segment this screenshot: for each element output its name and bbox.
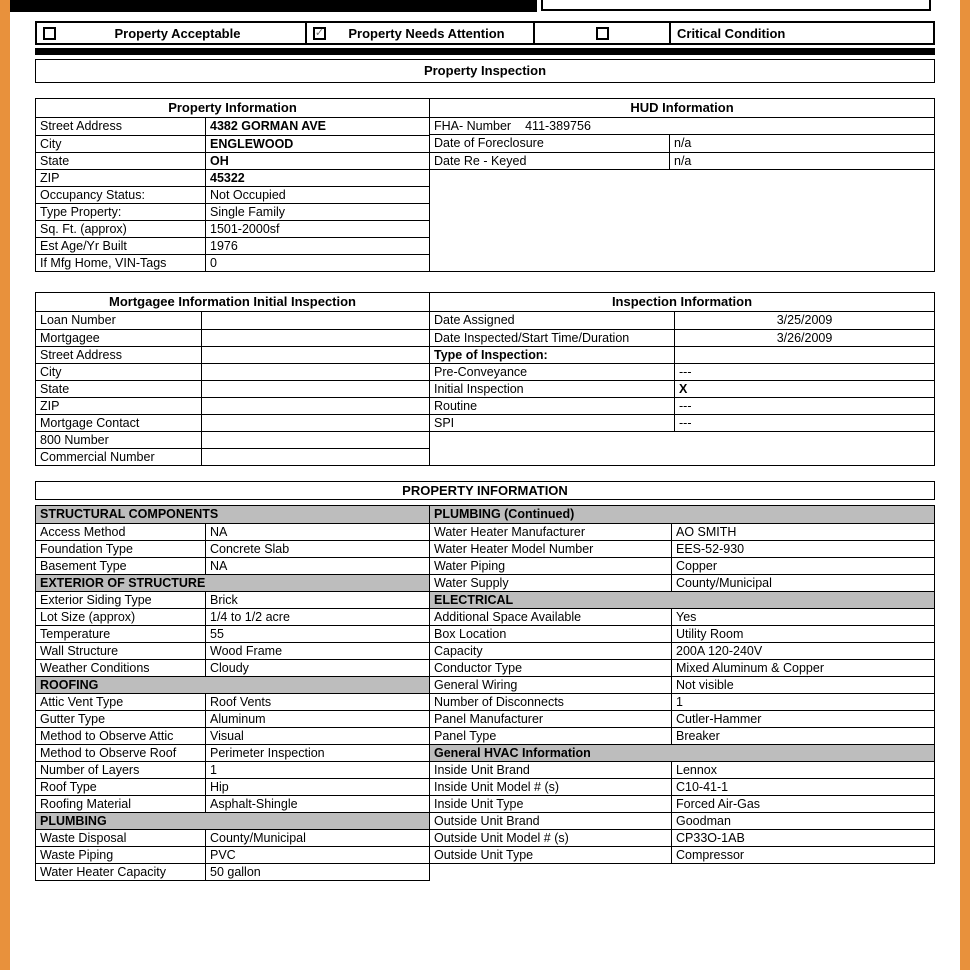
row-label: Water Heater Model Number (430, 541, 672, 557)
row-value: Compressor (676, 848, 745, 862)
table-row-basement-type (36, 557, 429, 574)
row-label: State (36, 153, 206, 169)
fha-number-row (430, 117, 934, 134)
row-label: Roof Type (36, 779, 206, 795)
table-row-outside-unit-type (430, 846, 934, 863)
table-row-lot-size-approx (36, 608, 429, 625)
table-row-type-property (36, 203, 429, 220)
row-label: Water Heater Manufacturer (430, 524, 672, 540)
table-row-box-location (430, 625, 934, 642)
row-value: NA (210, 559, 228, 573)
row-value: C10-41-1 (676, 780, 729, 794)
row-label: Water Heater Capacity (36, 864, 206, 880)
row-value: 1501-2000sf (210, 222, 280, 236)
status-option-critical-condition-checkbox-cell (535, 23, 671, 43)
table-row-inside-unit-brand (430, 761, 934, 778)
row-label: Pre-Conveyance (430, 364, 675, 380)
row-label: Panel Manufacturer (430, 711, 672, 727)
table-row-state (36, 380, 429, 397)
fha-number-value: 411-389756 (525, 119, 591, 133)
row-value: NA (210, 525, 228, 539)
row-value: 3/26/2009 (776, 331, 833, 345)
section-header-exterior-of-structure: EXTERIOR OF STRUCTURE (36, 574, 429, 591)
row-value: Cutler-Hammer (676, 712, 762, 726)
row-label: Date Assigned (430, 312, 675, 329)
section-header-general-hvac-information: General HVAC Information (430, 744, 934, 761)
table-row-spi (430, 414, 934, 431)
table-row-state (36, 152, 429, 169)
row-label: Routine (430, 398, 675, 414)
row-label: Method to Observe Attic (36, 728, 206, 744)
table-row-number-of-disconnects (430, 693, 934, 710)
table-row-water-supply (430, 574, 934, 591)
checkbox-critical-condition[interactable] (596, 27, 609, 40)
row-value: Forced Air-Gas (676, 797, 761, 811)
row-value: Copper (676, 559, 717, 573)
table-row-capacity (430, 642, 934, 659)
row-value: County/Municipal (210, 831, 306, 845)
table-row-exterior-siding-type (36, 591, 429, 608)
row-value: X (679, 382, 688, 396)
table-row-mortgagee (36, 329, 429, 346)
row-label: Conductor Type (430, 660, 672, 676)
details-left-column (35, 505, 430, 881)
mortgagee-info-rows (36, 311, 429, 465)
row-value: Utility Room (676, 627, 744, 641)
row-label: Waste Disposal (36, 830, 206, 846)
section-header-electrical: ELECTRICAL (430, 591, 934, 608)
row-label: If Mfg Home, VIN-Tags (36, 255, 206, 271)
left-accent-border (0, 0, 10, 970)
row-label: Number of Layers (36, 762, 206, 778)
table-row-foundation-type (36, 540, 429, 557)
row-value: 0 (210, 256, 217, 270)
table-row-loan-number (36, 312, 429, 329)
table-row-roof-type (36, 778, 429, 795)
row-label: State (36, 381, 202, 397)
row-label: ZIP (36, 398, 202, 414)
table-row-est-age-yr-built (36, 237, 429, 254)
table-row-water-heater-model-number (430, 540, 934, 557)
table-row-panel-manufacturer (430, 710, 934, 727)
row-label: Additional Space Available (430, 609, 672, 625)
row-label: Wall Structure (36, 643, 206, 659)
row-value: Visual (210, 729, 244, 743)
fha-number-cell (430, 118, 934, 134)
row-value: 1 (210, 763, 217, 777)
row-value: AO SMITH (676, 525, 737, 539)
table-row-temperature (36, 625, 429, 642)
table-row-zip (36, 169, 429, 186)
details-right-rows (430, 506, 934, 863)
table-row-if-mfg-home-vin-tags (36, 254, 429, 271)
inspection-form (35, 0, 935, 881)
status-option-critical-condition-label-cell (671, 23, 933, 43)
row-label: Outside Unit Type (430, 847, 672, 863)
inspection-info-column (430, 292, 935, 466)
row-label: Commercial Number (36, 449, 202, 465)
table-row-pre-conveyance (430, 363, 934, 380)
row-value (202, 432, 429, 448)
table-row-mortgage-contact (36, 414, 429, 431)
row-label: Gutter Type (36, 711, 206, 727)
row-value (202, 347, 429, 363)
hud-info-column (430, 98, 935, 272)
table-row-inside-unit-model-s (430, 778, 934, 795)
property-hud-section (35, 98, 935, 272)
row-value: 1 (676, 695, 683, 709)
row-label: Initial Inspection (430, 381, 675, 397)
row-value: 45322 (210, 171, 245, 185)
row-label: Est Age/Yr Built (36, 238, 206, 254)
row-label: Temperature (36, 626, 206, 642)
row-value (202, 381, 429, 397)
table-row-water-heater-capacity (36, 863, 429, 880)
row-label: Street Address (36, 347, 202, 363)
table-row-waste-piping (36, 846, 429, 863)
property-info-rows (36, 117, 429, 271)
row-label: Type Property: (36, 204, 206, 220)
table-row-800-number (36, 431, 429, 448)
row-value: --- (679, 365, 692, 379)
table-row-method-to-observe-roof (36, 744, 429, 761)
row-label: Roofing Material (36, 796, 206, 812)
table-row-zip (36, 397, 429, 414)
row-value (202, 415, 429, 431)
table-row-panel-type (430, 727, 934, 744)
row-value: 200A 120-240V (676, 644, 763, 658)
row-label: Occupancy Status: (36, 187, 206, 203)
table-row-wall-structure (36, 642, 429, 659)
hud-info-rows (430, 134, 934, 169)
status-label-critical-condition: Critical Condition (677, 25, 786, 41)
table-row-routine (430, 397, 934, 414)
table-row-date-of-foreclosure (430, 135, 934, 152)
row-value: n/a (674, 136, 692, 150)
table-row-city (36, 363, 429, 380)
table-row-additional-space-available (430, 608, 934, 625)
row-label: Box Location (430, 626, 672, 642)
row-label: Street Address (36, 118, 206, 135)
table-row-access-method (36, 523, 429, 540)
status-label-property-acceptable: Property Acceptable (114, 25, 241, 41)
table-row-general-wiring (430, 676, 934, 693)
hud-info-header: HUD Information (630, 100, 734, 115)
row-label: Outside Unit Brand (430, 813, 672, 829)
row-label: ZIP (36, 170, 206, 186)
table-row-waste-disposal (36, 829, 429, 846)
section-header-plumbing-continued: PLUMBING (Continued) (430, 506, 934, 523)
row-value: PVC (210, 848, 236, 862)
row-label: Access Method (36, 524, 206, 540)
form-title: Property Inspection (35, 59, 935, 83)
row-label: City (36, 136, 206, 152)
table-row-type-of-inspection (430, 346, 934, 363)
inspection-info-header: Inspection Information (611, 294, 753, 309)
row-value: Asphalt-Shingle (210, 797, 298, 811)
right-accent-border (960, 0, 970, 970)
mortgagee-inspection-section (35, 292, 935, 466)
row-value: 3/25/2009 (776, 313, 833, 327)
row-value (202, 449, 429, 465)
row-value: Wood Frame (210, 644, 283, 658)
checkbox-property-needs-attention[interactable]: ✓ (314, 26, 325, 39)
row-value: CP33O-1AB (676, 831, 745, 845)
row-value (202, 330, 429, 346)
row-label: General Wiring (430, 677, 672, 693)
section-header-roofing: ROOFING (36, 676, 429, 693)
row-value: 1976 (210, 239, 238, 253)
row-label: Attic Vent Type (36, 694, 206, 710)
row-label: Basement Type (36, 558, 206, 574)
row-label: Date Re - Keyed (430, 153, 670, 169)
row-value: Goodman (676, 814, 731, 828)
row-value (675, 347, 934, 363)
table-row-street-address (36, 118, 429, 135)
table-row-commercial-number (36, 448, 429, 465)
table-row-conductor-type (430, 659, 934, 676)
hud-empty-area (430, 169, 934, 271)
table-row-inside-unit-type (430, 795, 934, 812)
table-row-outside-unit-model-s (430, 829, 934, 846)
table-row-date-assigned (430, 312, 934, 329)
row-value: OH (210, 154, 229, 168)
row-label: Exterior Siding Type (36, 592, 206, 608)
row-label: Weather Conditions (36, 660, 206, 676)
table-row-initial-inspection (430, 380, 934, 397)
row-label: Loan Number (36, 312, 202, 329)
section-header-structural-components: STRUCTURAL COMPONENTS (36, 506, 429, 523)
row-value: Not Occupied (210, 188, 286, 202)
row-label: Inside Unit Model # (s) (430, 779, 672, 795)
fha-number-label: FHA- Number (434, 119, 512, 133)
details-right-column (430, 505, 935, 864)
status-option-property-acceptable (37, 23, 307, 43)
property-info-header: Property Information (168, 100, 297, 115)
row-label: Inside Unit Type (430, 796, 672, 812)
row-value: Perimeter Inspection (210, 746, 325, 760)
row-value (202, 312, 429, 329)
row-value: 4382 GORMAN AVE (210, 119, 327, 133)
row-value: Mixed Aluminum & Copper (676, 661, 824, 675)
mortgagee-info-header: Mortgagee Information Initial Inspection (108, 294, 356, 309)
property-details-section (35, 505, 935, 881)
table-row-street-address (36, 346, 429, 363)
mortgagee-info-column (35, 292, 430, 466)
status-row (35, 21, 935, 45)
row-value (202, 398, 429, 414)
row-label: Foundation Type (36, 541, 206, 557)
row-value: Breaker (676, 729, 720, 743)
row-value: Brick (210, 593, 238, 607)
row-value: 1/4 to 1/2 acre (210, 610, 290, 624)
row-value: County/Municipal (676, 576, 772, 590)
inspection-empty-area (430, 431, 934, 465)
table-row-attic-vent-type (36, 693, 429, 710)
row-label: Number of Disconnects (430, 694, 672, 710)
row-value: Cloudy (210, 661, 249, 675)
inspection-info-rows (430, 311, 934, 431)
row-value: ENGLEWOOD (210, 137, 294, 151)
row-label: SPI (430, 415, 675, 431)
row-label: Water Piping (430, 558, 672, 574)
row-value: --- (679, 399, 692, 413)
table-row-water-heater-manufacturer (430, 523, 934, 540)
row-value: Yes (676, 610, 697, 624)
divider-bar (35, 48, 935, 55)
row-label: Sq. Ft. (approx) (36, 221, 206, 237)
row-label: Panel Type (430, 728, 672, 744)
row-label: 800 Number (36, 432, 202, 448)
table-row-outside-unit-brand (430, 812, 934, 829)
property-information-section-header: PROPERTY INFORMATION (35, 481, 935, 500)
row-value: 55 (210, 627, 224, 641)
status-label-property-needs-attention: Property Needs Attention (348, 25, 505, 41)
table-row-city (36, 135, 429, 152)
row-label: Water Supply (430, 575, 672, 591)
row-label: Inside Unit Brand (430, 762, 672, 778)
table-row-roofing-material (36, 795, 429, 812)
row-label: Date of Foreclosure (430, 135, 670, 152)
table-row-weather-conditions (36, 659, 429, 676)
row-value: Roof Vents (210, 695, 272, 709)
row-value: --- (679, 416, 692, 430)
table-row-gutter-type (36, 710, 429, 727)
row-value: EES-52-930 (676, 542, 745, 556)
details-left-rows (36, 506, 429, 880)
row-label: Outside Unit Model # (s) (430, 830, 672, 846)
row-value: Lennox (676, 763, 718, 777)
row-label: Lot Size (approx) (36, 609, 206, 625)
row-label: Method to Observe Roof (36, 745, 206, 761)
table-row-method-to-observe-attic (36, 727, 429, 744)
row-value: 50 gallon (210, 865, 261, 879)
row-label: Date Inspected/Start Time/Duration (430, 330, 675, 346)
row-label: Waste Piping (36, 847, 206, 863)
status-option-property-needs-attention (307, 23, 535, 43)
section-header-plumbing: PLUMBING (36, 812, 429, 829)
table-row-water-piping (430, 557, 934, 574)
row-label: Type of Inspection: (430, 347, 675, 363)
table-row-date-inspected-start-time-duration (430, 329, 934, 346)
row-label: Capacity (430, 643, 672, 659)
property-info-column (35, 98, 430, 272)
table-row-sq-ft-approx (36, 220, 429, 237)
row-value: Aluminum (210, 712, 266, 726)
table-row-number-of-layers (36, 761, 429, 778)
row-value: Single Family (210, 205, 286, 219)
row-label: City (36, 364, 202, 380)
row-value: Not visible (676, 678, 734, 692)
row-label: Mortgage Contact (36, 415, 202, 431)
row-value: n/a (674, 154, 692, 168)
checkbox-property-acceptable[interactable] (43, 27, 56, 40)
row-label: Mortgagee (36, 330, 202, 346)
row-value: Hip (210, 780, 229, 794)
table-row-date-re-keyed (430, 152, 934, 169)
row-value: Concrete Slab (210, 542, 290, 556)
row-value (202, 364, 429, 380)
table-row-occupancy-status (36, 186, 429, 203)
